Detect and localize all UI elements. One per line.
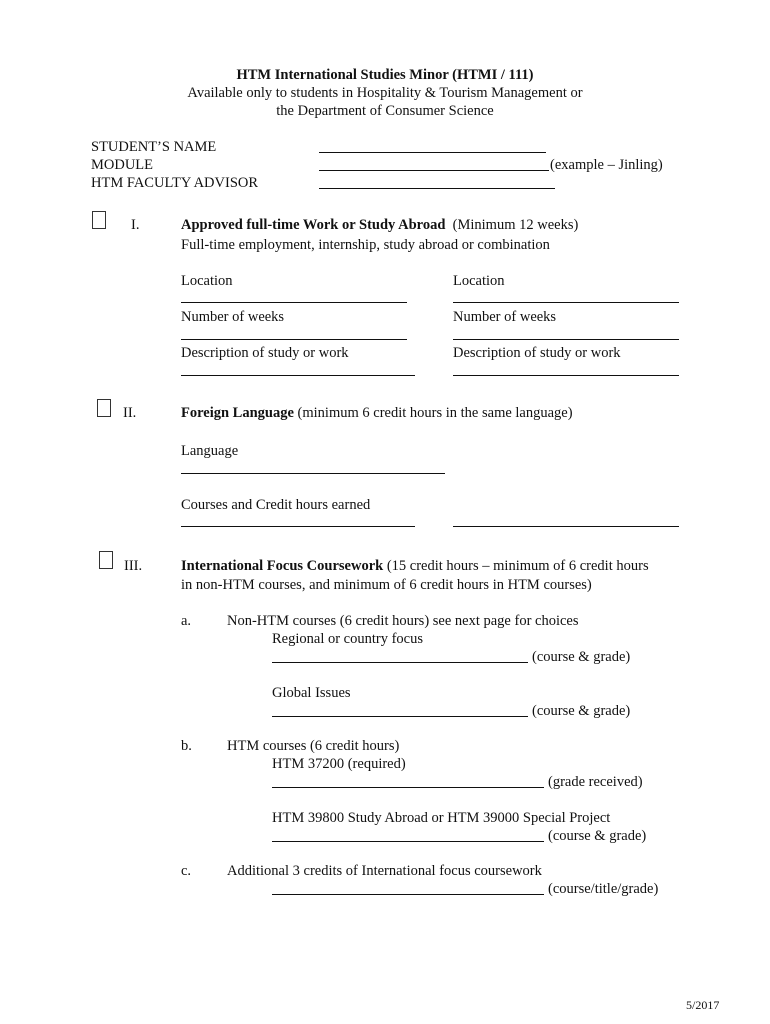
advisor-label: HTM FACULTY ADVISOR [91,175,259,191]
form-subtitle-line1: Available only to students in Hospitality & Tourism Management or [187,85,583,101]
section-1-subtitle: Full-time employment, internship, study abroad or combination [181,237,550,253]
item-c-letter: c. [181,863,192,879]
weeks-label-1: Number of weeks [181,309,285,325]
student-name-label: STUDENT’S NAME [91,139,217,155]
section-2-numeral: II. [123,405,137,421]
section-3-title: International Focus Coursework [181,558,384,574]
htm372-suffix: (grade received) [548,774,643,790]
global-issues-field[interactable] [272,716,528,717]
item-c-label: Additional 3 credits of International focus coursework [227,863,542,879]
language-label: Language [181,443,239,459]
location-label-1: Location [181,273,233,289]
student-name-field[interactable] [319,152,546,153]
location-field-2[interactable] [453,302,679,303]
module-field[interactable] [319,170,549,171]
section-1-title-note: (Minimum 12 weeks) [452,217,579,233]
section-3-line2: in non-HTM courses, and minimum of 6 credit hours in HTM courses) [181,577,592,593]
location-label-2: Location [453,273,505,289]
global-issues-label: Global Issues [272,685,351,701]
htm398-suffix: (course & grade) [548,828,647,844]
courses-credit-field-2[interactable] [453,526,679,527]
form-subtitle-line2: the Department of Consumer Science [276,103,494,119]
location-field-1[interactable] [181,302,407,303]
section-2-heading [181,404,573,422]
weeks-field-2[interactable] [453,339,679,340]
description-label-2: Description of study or work [453,345,621,361]
language-field[interactable] [181,473,445,474]
description-field-1[interactable] [181,375,415,376]
htm398-field[interactable] [272,841,544,842]
module-label: MODULE [91,157,154,173]
module-example: (example – Jinling) [550,157,663,173]
section-1-heading [181,216,578,234]
weeks-label-2: Number of weeks [453,309,557,325]
additional-credits-field[interactable] [272,894,544,895]
advisor-field[interactable] [319,188,555,189]
htm372-label: HTM 37200 (required) [272,756,406,772]
section-1-title: Approved full-time Work or Study Abroad [181,217,446,233]
courses-credit-field-1[interactable] [181,526,415,527]
section-2-title: Foreign Language [181,405,294,421]
section-3-title-note: (15 credit hours – minimum of 6 credit hours [386,558,649,574]
regional-field[interactable] [272,662,528,663]
section-1-checkbox[interactable] [92,211,106,229]
section-3-checkbox[interactable] [99,551,113,569]
item-b-letter: b. [181,738,192,754]
section-3-heading [181,557,649,575]
regional-suffix: (course & grade) [532,649,631,665]
courses-credit-label: Courses and Credit hours earned [181,497,371,513]
description-label-1: Description of study or work [181,345,349,361]
section-2-checkbox[interactable] [97,399,111,417]
section-1-numeral: I. [131,217,140,233]
htm398-label: HTM 39800 Study Abroad or HTM 39000 Special Project [272,810,611,826]
item-a-label: Non-HTM courses (6 credit hours) see next page for choices [227,613,579,629]
item-a-letter: a. [181,613,192,629]
section-2-title-note: (minimum 6 credit hours in the same language) [297,405,573,421]
description-field-2[interactable] [453,375,679,376]
htm372-field[interactable] [272,787,544,788]
weeks-field-1[interactable] [181,339,407,340]
item-b-label: HTM courses (6 credit hours) [227,738,400,754]
section-3-numeral: III. [124,558,143,574]
footer-date: 5/2017 [686,998,720,1012]
regional-label: Regional or country focus [272,631,424,647]
global-issues-suffix: (course & grade) [532,703,631,719]
additional-credits-suffix: (course/title/grade) [548,881,659,897]
form-title: HTM International Studies Minor (HTMI / 111) [236,67,534,83]
